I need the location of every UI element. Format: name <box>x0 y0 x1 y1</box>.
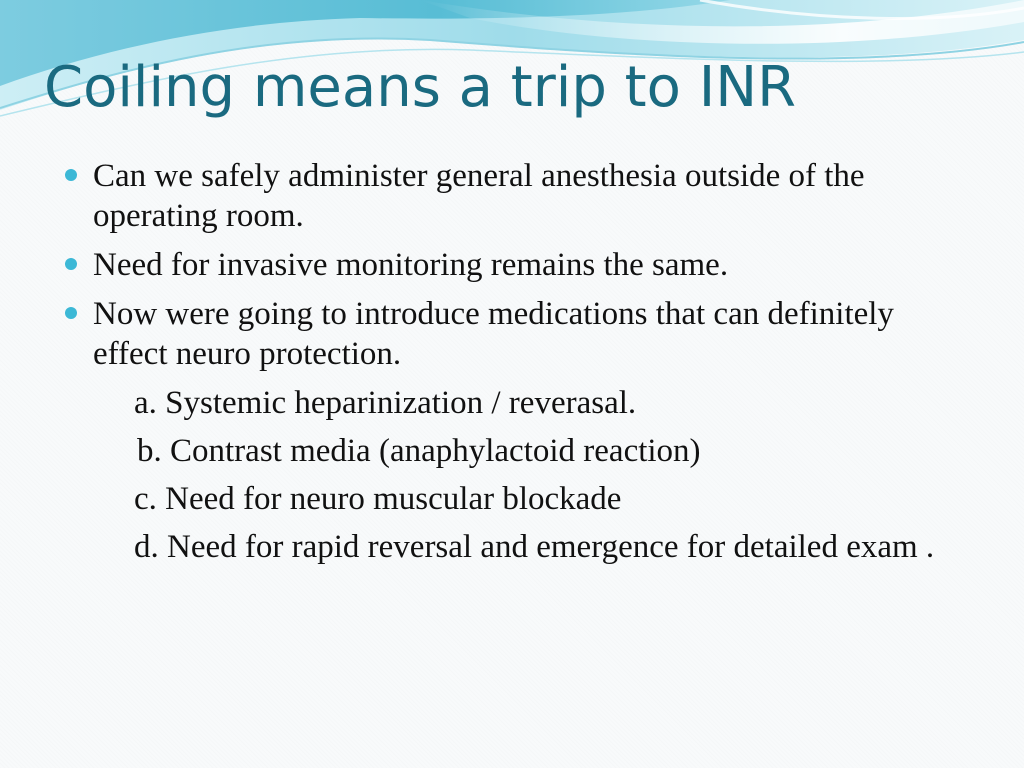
sub-item-text: b. Contrast media (anaphylactoid reaction) <box>137 433 701 469</box>
sub-item-text: c. Need for neuro muscular blockade <box>134 481 622 517</box>
bullet-item <box>62 245 972 285</box>
slide-body <box>62 156 972 575</box>
bullet-icon <box>65 307 77 319</box>
sub-item <box>62 383 972 423</box>
bullet-item <box>62 156 972 236</box>
slide-title: Coiling means a trip to INR <box>44 55 797 120</box>
bullet-item <box>62 294 972 374</box>
sub-item-text: d. Need for rapid reversal and emergence for detailed exam . <box>134 529 935 565</box>
sub-item <box>62 431 972 471</box>
bullet-icon <box>65 169 77 181</box>
sub-item <box>62 479 972 519</box>
sub-item <box>62 527 972 567</box>
sub-item-text: a. Systemic heparinization / reverasal. <box>134 385 637 421</box>
bullet-text: Can we safely administer general anesthesia outside of the operating room. <box>93 158 865 234</box>
bullet-icon <box>65 258 77 270</box>
bullet-text: Now were going to introduce medications that can definitely effect neuro protection. <box>93 296 894 372</box>
bullet-text: Need for invasive monitoring remains the same. <box>93 247 729 283</box>
